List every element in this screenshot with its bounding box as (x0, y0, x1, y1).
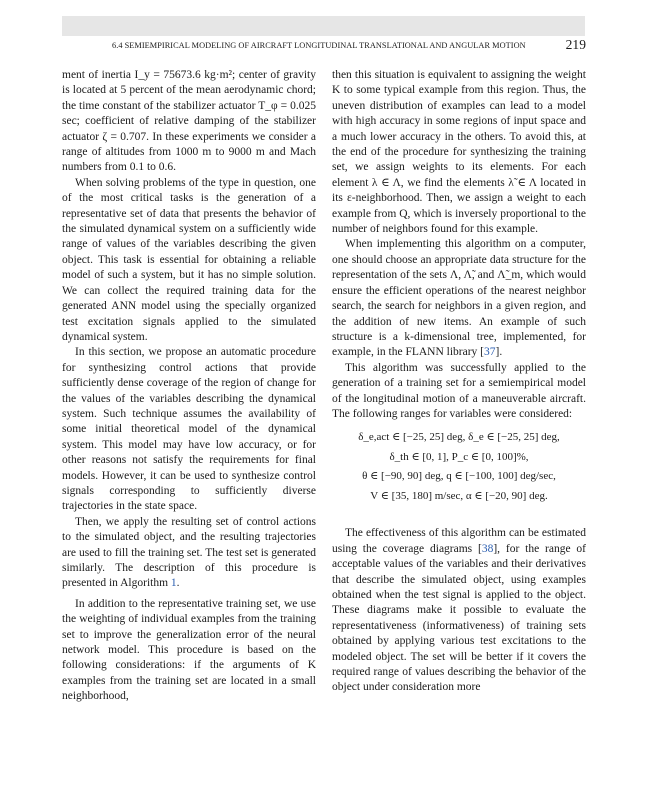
citation-link[interactable]: 38 (481, 542, 494, 555)
paragraph: then this situation is equivalent to assigning the weight K to some typical example from this region. Thus, the uneven distribution of examples can lead to a model with high accuracy in some regions of input space and a much lower accuracy in the others. To avoid this, at the end of the procedure for synthesizing the training set, we assign weights to its elements. For each element λ ∈ Λ, we find the elements λ̃ ∈ Λ located in its ε-neighborhood. Then, we assign a weight to each example from Q, which is inversely proportional to the number of neighbors found for this example. (332, 69, 586, 236)
running-head (112, 39, 586, 53)
paragraph-text: ]. (495, 346, 503, 359)
paragraph-text: When implementing this algorithm on a computer, one should choose an appropriate data structure for the representation of the sets Λ, Λ̃, and Λ̃_m, which would ensure the efficient operations of the nearest neighbor search, the search for neighbors in a given region, and the addition of new items. An example of such structure is a k-dimensional tree, implemented, for example, in the FLANN library [ (332, 238, 586, 359)
paragraph: This algorithm was successfully applied to the generation of a training set for a semiempirical model of the longitudinal motion of a maneuverable aircraft. The following ranges for variables were considered: (332, 361, 586, 420)
paragraph-text: Then, we apply the resulting set of control actions to the simulated object, and the resulting trajectories are used to fill the training set. The test set is generated similarly. The description of this procedure is presented in Algorithm (62, 515, 316, 590)
equation: δ_th ∈ [0, 1], P_c ∈ [0, 100]%, (389, 450, 529, 463)
paragraph: In addition to the representative training set, we use the weighting of individual examples from the training set to improve the generalization error of the neural network model. This procedure is based on the following considerations: if the arguments of K examples from the training set are located in a small neighborhood, (62, 597, 316, 703)
paragraph-text: . (176, 577, 180, 590)
right-column (332, 68, 586, 696)
header-bar (62, 16, 585, 36)
paragraph: When solving problems of the type in question, one of the most critical tasks is the generation of a representative set of data that presents the behavior of the simulated dynamical system on a sufficiently wide range of values of the variables describing the given object. This task is essential for obtaining a reliable model of such a system, but it has no simple solution. We can collect the required training data for the generated ANN model using the specially organized test excitation signals applied to the simulated dynamical system. (62, 176, 316, 343)
equation: δ_e,act ∈ [−25, 25] deg, δ_e ∈ [−25, 25] deg, (358, 431, 560, 444)
paragraph: In this section, we propose an automatic procedure for synthesizing control actions that provide sufficiently dense coverage of the region of change for the values of the variables describing the dynamical system. Such technique assumes the availability of some initial theoretical model of the dynamical system. This model may have low accuracy, or for other reasons not satisfy the requirements for final models. However, it can be used to synthesize control signals corresponding to sufficiently diverse trajectories in the state space. (62, 346, 316, 513)
paragraph: ment of inertia I_y = 75673.6 kg·m²; center of gravity is located at 5 percent of the mean aerodynamic chord; the time constant of the stabilizer actuator T_φ = 0.025 sec; coefficient of relative damping of the stabilizer actuator ζ = 0.707. In these experiments we consider a range of altitudes from 1000 m to 9000 m and Mach numbers from 0.1 to 0.6. (62, 69, 316, 174)
running-title: 6.4 SEMIEMPIRICAL MODELING OF AIRCRAFT LONGITUDINAL TRANSLATIONAL AND ANGULAR MOTION (112, 41, 526, 50)
paragraph (332, 237, 586, 360)
paragraph (62, 515, 316, 592)
equation: V ∈ [35, 180] m/sec, α ∈ [−20, 90] deg. (370, 489, 548, 502)
paragraph-text: ], for the range of acceptable values of the variables and their derivatives that describe the simulated object, using examples obtained when the test signal is applied to the object. These diagrams make it possible to evaluate the representativeness (informativeness) of training sets obtained by applying various test excitations to the modeled object. The set will be better if it covers the required range of values describing the behavior of the object under consideration more (332, 542, 587, 694)
left-column (62, 68, 316, 705)
citation-link[interactable]: 37 (484, 346, 496, 359)
paragraph-text: The effectiveness of this algorithm can be estimated using the coverage diagrams [ (332, 527, 586, 555)
variable-ranges (332, 428, 586, 506)
algorithm-link[interactable]: 1 (170, 577, 177, 590)
paragraph (332, 526, 586, 695)
page-number: 219 (565, 37, 586, 52)
equation: θ ∈ [−90, 90] deg, q ∈ [−100, 100] deg/sec, (362, 470, 556, 483)
